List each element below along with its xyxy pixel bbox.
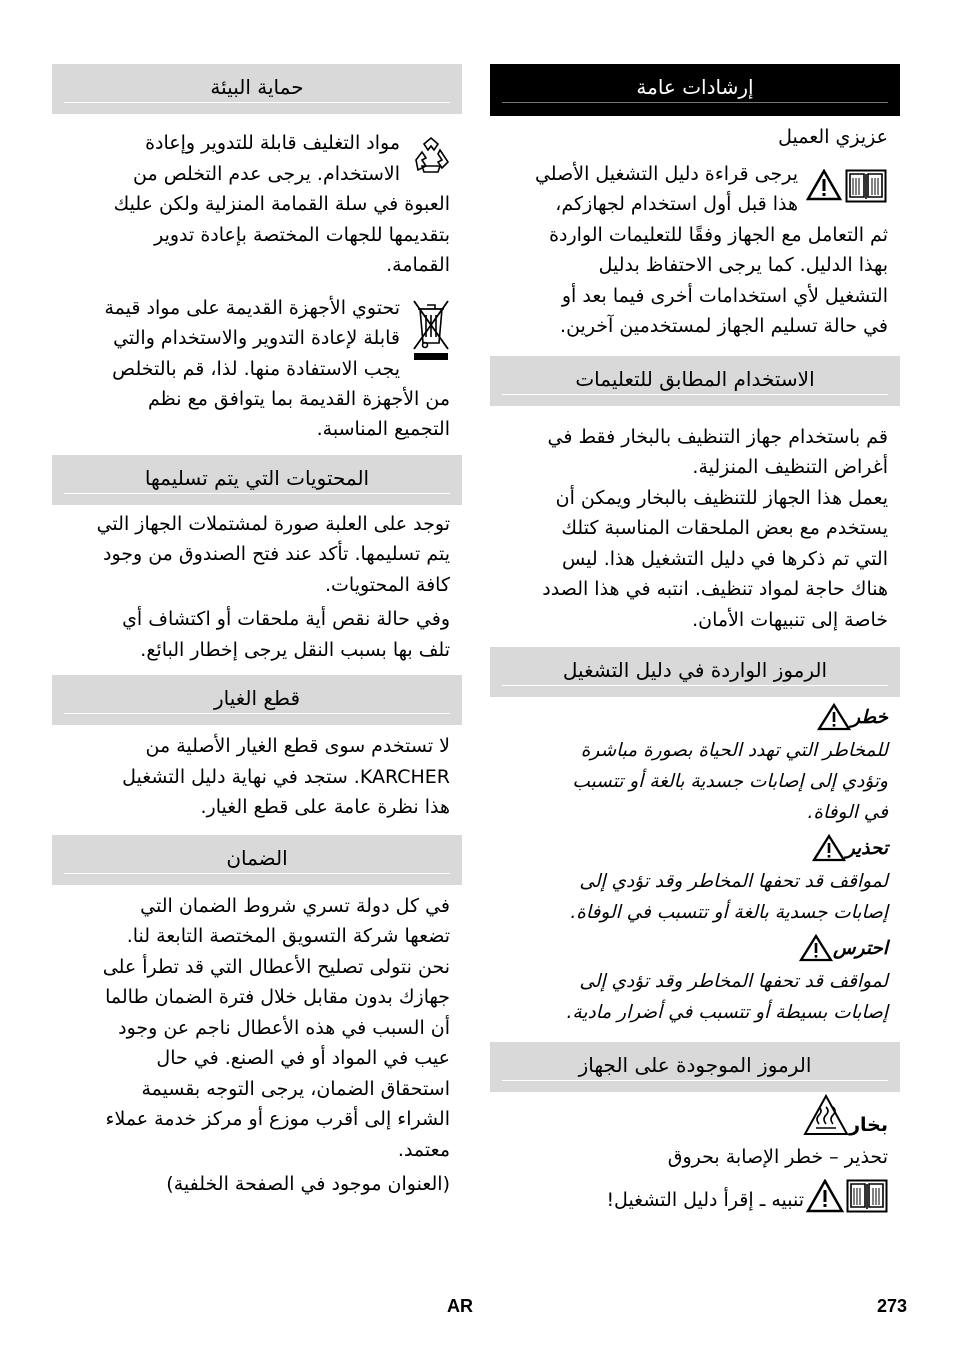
text-line: توجد على العلبة صورة لمشتملات الجهاز التي xyxy=(96,512,450,535)
steam-text: تحذير – خطر الإصابة بحروق xyxy=(667,1146,888,1168)
text-line: هناك حاجة لمواد تنظيف. انتبه في هذا الصدد xyxy=(542,578,888,600)
text-line: أن السبب في هذه الأعطال ناجم عن وجود xyxy=(118,1016,450,1039)
text-line: لمواقف قد تحفها المخاطر وقد تؤدي إلى xyxy=(579,871,888,892)
hot-steam-icon xyxy=(803,1094,849,1140)
text-line: قابلة لإعادة التدوير والاستخدام والتي xyxy=(113,327,400,349)
section-title: الرموز الواردة في دليل التشغيل xyxy=(502,655,888,686)
paragraph xyxy=(52,189,462,281)
paragraph xyxy=(52,509,462,601)
warning-triangle-icon xyxy=(799,934,833,966)
paragraph xyxy=(52,384,462,445)
text-line: في الوفاة. xyxy=(807,802,888,823)
text-line: قم باستخدام جهاز التنظيف بالبخار فقط في xyxy=(547,425,888,448)
text-line: تلف بها بسبب النقل يرجى إخطار البائع. xyxy=(140,638,450,661)
warning-triangle-icon xyxy=(812,834,846,866)
text-line: KARCHER. ستجد في نهاية دليل التشغيل xyxy=(122,765,450,788)
text-line: مواد التغليف قابلة للتدوير وإعادة xyxy=(145,132,400,154)
text-line: بتقديمها للجهات المختصة بإعادة تدوير xyxy=(154,223,450,246)
text-line: لا تستخدم سوى قطع الغيار الأصلية من xyxy=(145,735,450,757)
text-line: معتمد. xyxy=(397,1138,450,1161)
warning-triangle-icon xyxy=(817,703,851,735)
text-line: إصابات جسدية بالغة أو تتسبب في الوفاة. xyxy=(570,902,888,923)
section-header-spare-parts xyxy=(52,675,462,725)
text-line: أغراض التنظيف المنزلية. xyxy=(692,456,888,478)
section-title: قطع الغيار xyxy=(64,683,450,714)
text-line: في حالة تسليم الجهاز لمستخدمين آخرين. xyxy=(560,315,888,337)
section-header-warranty xyxy=(52,835,462,885)
danger-label: خطر xyxy=(851,707,888,728)
symbol-warning xyxy=(490,834,900,928)
text-line: القمامة. xyxy=(386,254,450,276)
symbol-caution xyxy=(490,934,900,1028)
steam-symbol xyxy=(490,1094,900,1140)
section-title: الاستخدام المطابق للتعليمات xyxy=(502,364,888,395)
section-header-device-symbols xyxy=(490,1042,900,1092)
language-code: AR xyxy=(447,1296,473,1316)
section-header-general xyxy=(490,64,900,114)
manual-book-icon xyxy=(845,169,887,207)
text-line: في كل دولة تسري شروط الضمان التي xyxy=(140,894,450,917)
text-line: نحن نتولى تصليح الأعطال التي قد تطرأ على xyxy=(102,955,450,978)
section-title: حماية البيئة xyxy=(64,72,450,103)
warning-triangle-icon xyxy=(806,169,842,205)
text-line: عيب في المواد أو في الصنع. في حال xyxy=(156,1047,450,1069)
symbol-danger xyxy=(490,703,900,828)
manual-notice xyxy=(490,159,900,220)
text-line: هذا قبل أول استخدام لجهازكم، xyxy=(555,193,798,215)
section-title: الرموز الموجودة على الجهاز xyxy=(502,1050,888,1081)
paragraph xyxy=(52,731,462,823)
text-line: بهذا الدليل. كما يرجى الاحتفاظ بدليل xyxy=(598,254,888,276)
text-line: الاستخدام. يرجى عدم التخلص من xyxy=(133,162,400,185)
warning-triangle-icon xyxy=(806,1179,844,1217)
text-line: خاصة إلى تنبيهات الأمان. xyxy=(692,608,888,631)
text-line: لمواقف قد تحفها المخاطر وقد تؤدي إلى xyxy=(579,971,888,992)
text-line: يرجى قراءة دليل التشغيل الأصلي xyxy=(534,162,798,185)
section-header-environment xyxy=(52,64,462,114)
manual-text: تنبيه ـ إقرأ دليل التشغيل! xyxy=(606,1188,804,1211)
section-title: إرشادات عامة xyxy=(502,72,888,103)
paragraph xyxy=(52,604,462,665)
text-line: تحتوي الأجهزة القديمة على مواد قيمة xyxy=(104,296,400,319)
right-column xyxy=(490,64,900,1221)
caution-label: احترس xyxy=(833,938,888,959)
text-line: جهازك بدون مقابل خلال فترة الضمان طالما xyxy=(105,986,450,1008)
warning-label: تحذير xyxy=(845,838,888,859)
paragraph xyxy=(490,220,900,342)
text-line: هذا نظرة عامة على قطع الغيار. xyxy=(200,796,450,818)
steam-label: بخار xyxy=(849,1114,888,1136)
text-line: وتؤدي إلى إصابات جسدية بالغة أو تتسبب xyxy=(572,771,888,792)
text-line: وفي حالة نقص أية ملحقات أو اكتشاف أي xyxy=(122,608,450,630)
text-line: الشراء إلى أقرب موزع أو مركز خدمة عملاء xyxy=(105,1108,450,1130)
section-header-intended-use xyxy=(490,356,900,406)
divider xyxy=(490,114,900,116)
text-line: التي تم ذكرها في دليل التشغيل هذا. ليس xyxy=(561,547,888,570)
paragraph xyxy=(490,422,900,636)
text-line: استحقاق الضمان، يرجى التوجه بقسيمة xyxy=(141,1077,450,1100)
text-line: تضعها شركة التسويق المختصة التابعة لنا. xyxy=(126,925,450,947)
text-line: كافة المحتويات. xyxy=(324,573,450,596)
text-line: للمخاطر التي تهدد الحياة بصورة مباشرة xyxy=(580,740,888,761)
text-line: يتم تسليمها. تأكد عند فتح الصندوق من وجود xyxy=(102,543,450,565)
text-line: ثم التعامل مع الجهاز وفقًا للتعليمات الواردة xyxy=(549,223,888,246)
section-header-symbols xyxy=(490,647,900,697)
text-line: العبوة في سلة القمامة المنزلية ولكن عليك xyxy=(113,193,450,215)
manual-book-icon xyxy=(846,1179,888,1217)
address-note: (العنوان موجود في الصفحة الخلفية) xyxy=(166,1173,450,1195)
text-line: التجميع المناسبة. xyxy=(316,418,450,440)
section-title: الضمان xyxy=(64,843,450,874)
greeting: عزيزي العميل xyxy=(778,126,888,148)
recycle-icon xyxy=(410,136,452,182)
text-line: يعمل هذا الجهاز للتنظيف بالبخار ويمكن أن xyxy=(555,486,888,509)
text-line: من الأجهزة القديمة بما يتوافق مع نظم xyxy=(148,387,450,410)
text-line: إصابات بسيطة أو تتسبب في أضرار مادية. xyxy=(566,1002,888,1023)
disposal-notice xyxy=(52,293,462,384)
text-line: يستخدم مع بعض الملحقات المناسبة كتلك xyxy=(561,517,888,539)
page-number: 273 xyxy=(877,1296,908,1316)
paragraph xyxy=(52,891,462,1166)
recycle-notice xyxy=(52,128,462,189)
text-line: التشغيل لأي استخدامات أخرى فيما بعد أو xyxy=(561,284,888,307)
left-column xyxy=(52,64,462,1200)
text-line: يجب الاستفادة منها. لذا، قم بالتخلص xyxy=(112,357,400,380)
section-title: المحتويات التي يتم تسليمها xyxy=(64,463,450,494)
crossed-bin-icon xyxy=(410,297,452,365)
manual-symbol xyxy=(490,1179,900,1221)
section-header-contents xyxy=(52,455,462,505)
